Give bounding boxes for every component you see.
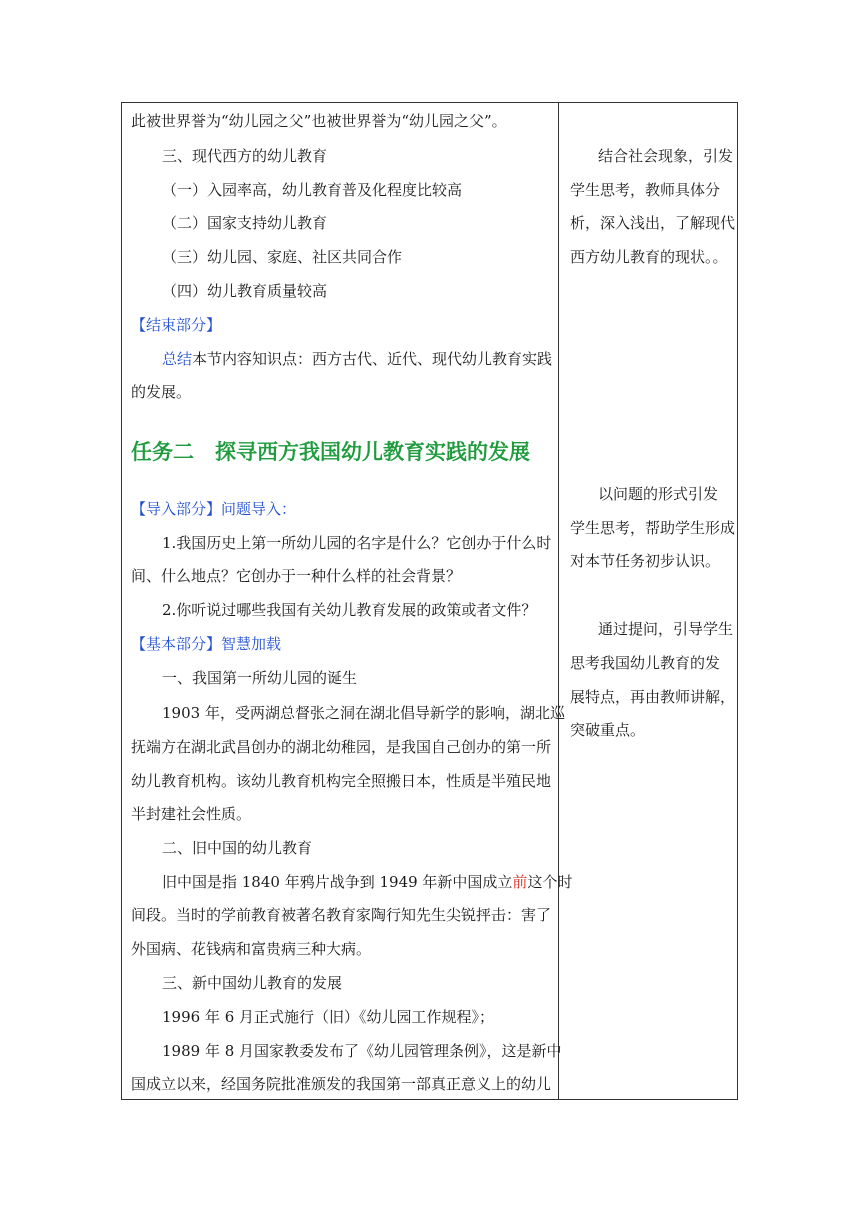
note-3a: 通过提问，引导学生	[598, 620, 734, 638]
question-1b: 间、什么地点？它创办于一种什么样的社会背景？	[131, 567, 462, 585]
note-1b: 学生思考，教师具体分	[570, 181, 721, 199]
summary-word: 总结	[162, 350, 193, 368]
question-1a: 1.我国历史上第一所幼儿园的名字是什么？它创办于什么时	[162, 534, 552, 552]
section-modern-west: 三、现代西方的幼儿教育	[162, 147, 328, 165]
para-2a-post: 这个时	[527, 873, 573, 891]
point-1: （一）入园率高，幼儿教育普及化程度比较高	[162, 181, 463, 199]
note-3b: 思考我国幼儿教育的发	[570, 654, 721, 672]
para-1b: 抚端方在湖北武昌创办的湖北幼稚园，是我国自己创办的第一所	[131, 738, 552, 756]
section-first-kindergarten: 一、我国第一所幼儿园的诞生	[162, 669, 358, 687]
intro-line	[131, 499, 296, 519]
column-divider	[558, 102, 559, 1100]
para-1a: 1903 年，受两湖总督张之洞在湖北倡导新学的影响，湖北巡	[162, 704, 565, 722]
point-4: （四）幼儿教育质量较高	[162, 282, 328, 300]
para-4a: 1989 年 8 月国家教委发布了《幼儿园管理条例》，这是新中	[162, 1042, 562, 1060]
para-2c: 外国病、花钱病和富贵病三种大病。	[131, 940, 372, 958]
summary-text: 本节内容知识点：西方古代、近代、现代幼儿教育实践	[192, 350, 553, 368]
note-2c: 对本节任务初步认识。	[570, 552, 721, 570]
point-2: （二）国家支持幼儿教育	[162, 214, 328, 232]
note-1c: 析，深入浅出，了解现代	[570, 214, 736, 232]
note-2b: 学生思考，帮助学生形成	[570, 519, 736, 537]
para-4b: 国成立以来，经国务院批准颁发的我国第一部真正意义上的幼儿	[131, 1075, 552, 1093]
para-1c: 幼儿教育机构。该幼儿教育机构完全照搬日本，性质是半殖民地	[131, 772, 552, 790]
note-3c: 展特点，再由教师讲解，	[570, 688, 736, 706]
basic-text: 智慧加载	[221, 635, 282, 653]
basic-label: 【基本部分】	[131, 635, 222, 653]
note-3d: 突破重点。	[570, 721, 646, 739]
para-2a-pre: 旧中国是指 1840 年鸦片战争到 1949 年新中国成立	[162, 873, 513, 891]
summary-line	[162, 349, 552, 369]
task-heading: 任务二 探寻西方我国幼儿教育实践的发展	[131, 440, 530, 464]
para-3: 1996 年 6 月正式施行（旧）《幼儿园工作规程》；	[162, 1008, 495, 1026]
basic-line	[131, 634, 281, 654]
end-section-label: 【结束部分】	[131, 316, 222, 334]
note-1a: 结合社会现象，引发	[598, 147, 734, 165]
point-3: （三）幼儿园、家庭、社区共同合作	[162, 248, 403, 266]
intro-label: 【导入部分】	[131, 500, 222, 518]
question-2: 2.你听说过哪些我国有关幼儿教育发展的政策或者文件？	[162, 601, 537, 619]
summary-continuation: 的发展。	[131, 383, 192, 401]
section-new-china: 三、新中国幼儿教育的发展	[162, 974, 343, 992]
note-2a: 以问题的形式引发	[598, 485, 719, 503]
para-1d: 半封建社会性质。	[131, 805, 252, 823]
intro-text: 问题导入：	[221, 500, 297, 518]
note-1d: 西方幼儿教育的现状。。	[570, 248, 728, 266]
para-2a	[162, 872, 572, 892]
section-old-china: 二、旧中国的幼儿教育	[162, 839, 313, 857]
para-2b: 间段。当时的学前教育被著名教育家陶行知先生尖锐抨击：害了	[131, 906, 552, 924]
left-line-1: 此被世界誉为“幼儿园之父”也被世界誉为“幼儿园之父”。	[131, 112, 507, 130]
para-2a-highlight: 前	[512, 873, 528, 891]
